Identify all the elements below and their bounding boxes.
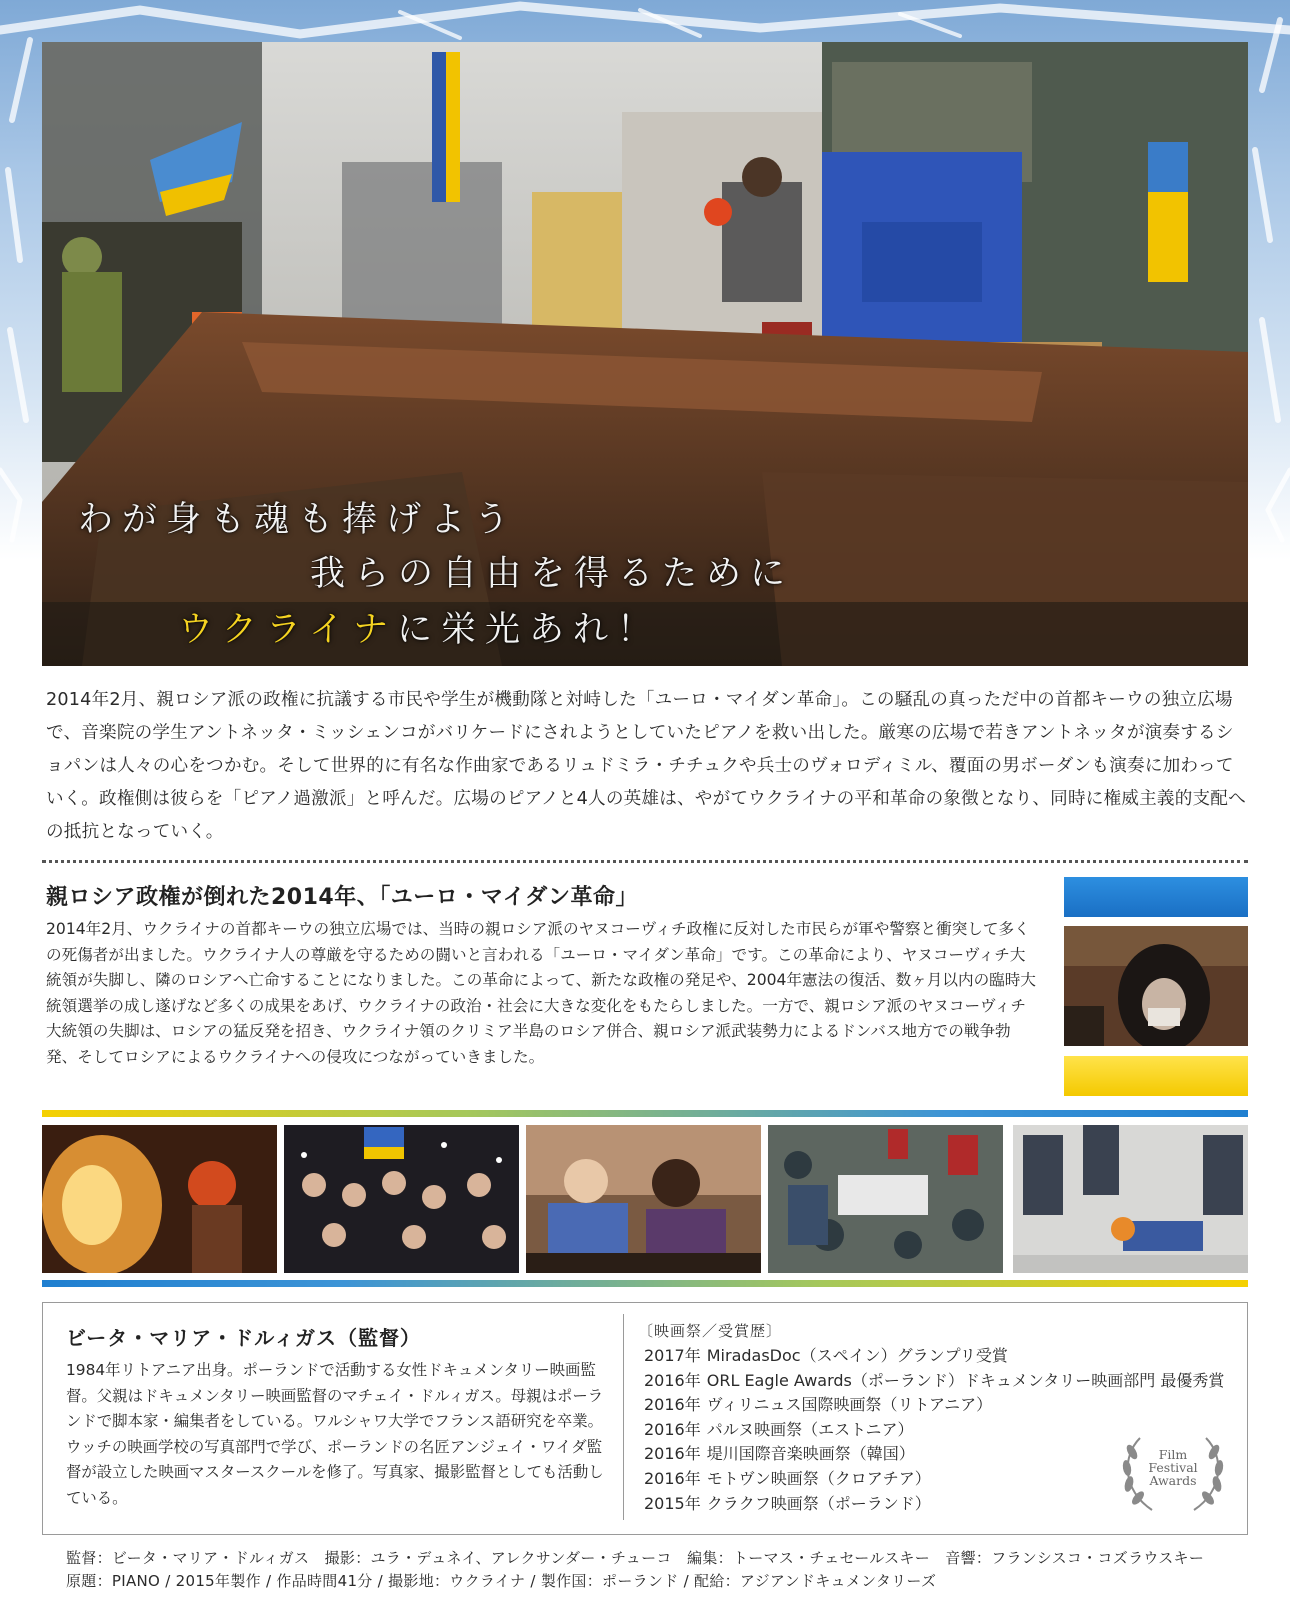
strip-photo-fire bbox=[42, 1125, 277, 1273]
hero-slogan-ukraine: ウクライナ bbox=[178, 610, 397, 650]
flag-yellow-block bbox=[1064, 1056, 1248, 1096]
laurel-wreath-icon bbox=[1118, 1430, 1228, 1516]
award-year: 2017年 bbox=[644, 1346, 701, 1365]
director-title: ビータ・マリア・ドルィガス（監督） bbox=[66, 1326, 421, 1350]
flag-blue-block bbox=[1064, 877, 1248, 917]
gradient-stripe-bottom bbox=[42, 1280, 1248, 1287]
strip-photo-pianist bbox=[526, 1125, 761, 1273]
award-year: 2016年 bbox=[644, 1468, 701, 1488]
box-divider bbox=[623, 1314, 624, 1520]
award-year: 2015年 bbox=[644, 1493, 701, 1513]
hero-photo bbox=[42, 42, 1248, 666]
hero-slogan-glory: に栄光あれ！ bbox=[396, 610, 661, 650]
hero-slogan-line-2: 我らの自由を得るために bbox=[310, 554, 795, 594]
credits-info: 原題：PIANO / 2015年製作 / 作品時間41分 / 撮影地：ウクライナ / 製作国：ポーランド / 配給：アジアンドキュメンタリーズ bbox=[66, 1572, 937, 1590]
award-year: 2016年 bbox=[644, 1419, 701, 1439]
strip-photo-stretcher bbox=[768, 1125, 1003, 1273]
history-title: 親ロシア政権が倒れた2014年、「ユーロ・マイダン革命」 bbox=[46, 885, 639, 910]
award-year: 2016年 bbox=[644, 1370, 701, 1390]
hero-slogan-line-3 bbox=[178, 602, 661, 652]
credits-staff: 監督：ビータ・マリア・ドルィガス 撮影：ユラ・デュネイ、アレクサンダー・チューコ 編集：トーマス・チェセールスキー 音響：フランシスコ・コズラウスキー bbox=[66, 1549, 1205, 1567]
dotted-divider bbox=[42, 860, 1248, 863]
award-text: モトヴン映画祭（クロアチア） bbox=[706, 1468, 931, 1488]
laurel-text-line-2: Festival bbox=[1148, 1460, 1198, 1475]
laurel-text-line-1: Film bbox=[1158, 1447, 1188, 1462]
award-year: 2016年 bbox=[644, 1444, 701, 1464]
history-body: 2014年2月、ウクライナの首都キーウの独立広場では、当時の親ロシア派のヤヌコーヴィチ政権に反対した市民らが軍や警察と衝突して多くの死傷者が出ました。ウクライナ人の尊厳を守るための闘いと言われる「ユーロ・マイダン革命」です。この革命により、ヤヌコーヴィチ大統領が失脚し、隣のロシアへ亡命することになりました。この革命によって、新たな政権の発足や、2004年憲法の復活、数ヶ月以内の臨時大統領選挙の成し遂げなど多くの成果をあげ、ウクライナの政治・社会に大きな変化をもたらしました。一方で、親ロシア派のヤヌコーヴィチ大統領の失脚は、ロシアの猛反発を招き、ウクライナ領のクリミア半島のロシア併合、親ロシア派武装勢力によるドンバス地方での戦争勃発、そしてロシアによるウクライナへの侵攻につながっていきました。 bbox=[46, 920, 1036, 1066]
hero-slogan-line-1: わが身も魂も捧げよう bbox=[78, 500, 519, 540]
award-text: パルヌ映画祭（エストニア） bbox=[706, 1419, 914, 1439]
award-text: ORL Eagle Awards（ポーランド）ドキュメンタリー映画部門 最優秀賞 bbox=[706, 1370, 1225, 1390]
award-item bbox=[644, 1344, 1244, 1369]
director-bio: 1984年リトアニア出身。ポーランドで活動する女性ドキュメンタリー映画監督。父親はドキュメンタリー映画監督のマチェイ・ドルィガス。母親はポーランドで脚本家・編集者をしている。ワルシャワ大学でフランス語研究を卒業。ウッチの映画学校の写真部門で学び、ポーランドの名匠アンジェイ・ワイダ監督が設立した映画マスタースクールを修了。写真家、撮影監督としても活動している。 bbox=[66, 1361, 604, 1507]
gradient-stripe-top bbox=[42, 1110, 1248, 1117]
award-text: ヴィリニュス国際映画祭（リトアニア） bbox=[706, 1395, 993, 1415]
award-text: 堤川国際音楽映画祭（韓国） bbox=[706, 1444, 915, 1464]
strip-photo-riot-police bbox=[1013, 1125, 1248, 1273]
award-year: 2016年 bbox=[644, 1395, 701, 1415]
credits bbox=[66, 1547, 1246, 1593]
award-item bbox=[644, 1369, 1244, 1394]
award-item bbox=[644, 1393, 1244, 1418]
masked-protester-photo bbox=[1064, 926, 1248, 1046]
laurel-text-line-3: Awards bbox=[1149, 1473, 1197, 1488]
strip-photo-crowd bbox=[284, 1125, 519, 1273]
synopsis-text: 2014年2月、親ロシア派の政権に抗議する市民や学生が機動隊と対峙した「ユーロ・マイダン革命」。この騒乱の真っただ中の首都キーウの独立広場で、音楽院の学生アントネッタ・ミッシェンコがバリケードにされようとしていたピアノを救い出した。厳寒の広場で若きアントネッタが演奏するショパンは人々の心をつかむ。そして世界的に有名な作曲家であるリュドミラ・チチュクや兵士のヴォロディミル、覆面の男ボーダンも演奏に加わっていく。政権側は彼らを「ピアノ過激派」と呼んだ。広場のピアノと4人の英雄は、やがてウクライナの平和革命の象徴となり、同時に権威主義的支配への抵抗となっていく。 bbox=[46, 690, 1246, 842]
awards-header: 〔映画祭／受賞歴〕 bbox=[638, 1322, 783, 1340]
award-text: MiradasDoc（スペイン）グランプリ受賞 bbox=[706, 1346, 1008, 1365]
award-text: クラクフ映画祭（ポーランド） bbox=[706, 1493, 931, 1513]
